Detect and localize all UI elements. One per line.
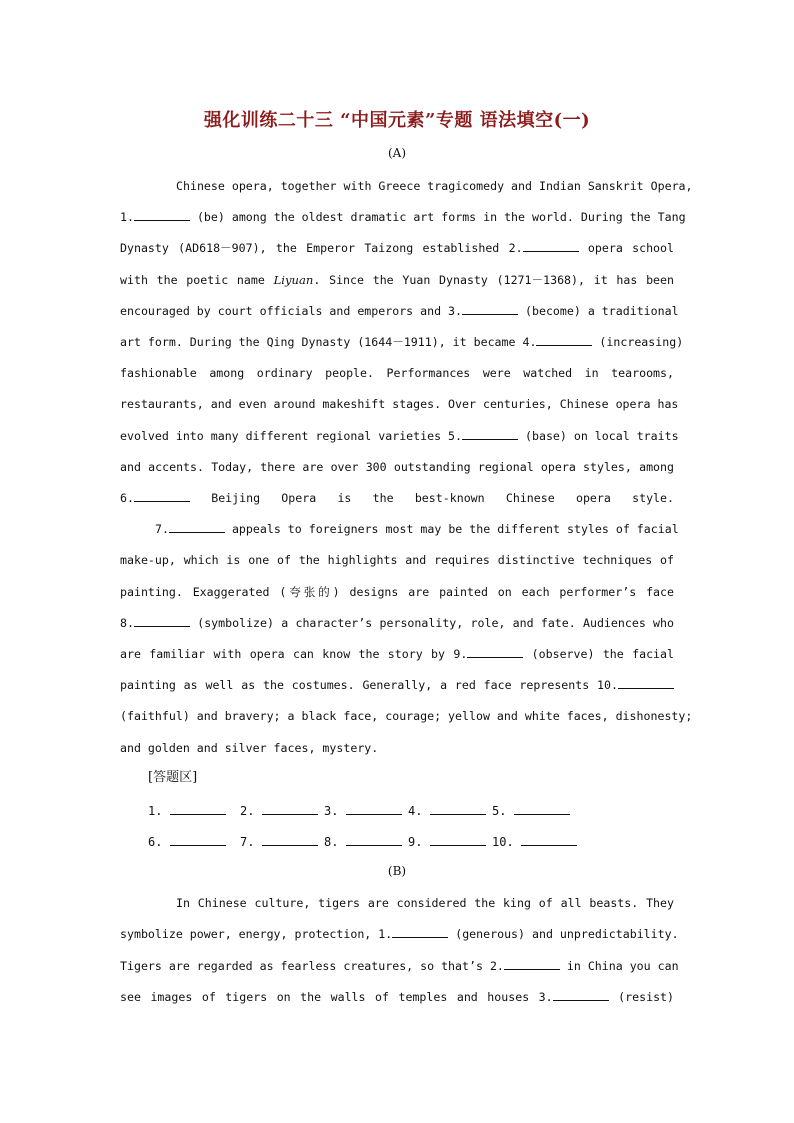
line-text: in China you can — [559, 958, 679, 973]
answer-blank[interactable] — [134, 614, 190, 627]
passage-line — [120, 550, 674, 570]
passage-line — [176, 893, 674, 913]
passage-line — [120, 332, 684, 352]
answer-slot[interactable] — [324, 833, 402, 849]
answer-blank[interactable] — [430, 802, 486, 815]
answer-slot[interactable] — [492, 802, 570, 818]
line-text: are familiar with opera can know the story by 9. — [120, 647, 468, 661]
passage-line — [120, 956, 679, 976]
answer-blank[interactable] — [467, 645, 523, 658]
line-text: (become) a traditional — [518, 303, 679, 318]
answer-blank[interactable] — [169, 520, 225, 533]
line-text: 1. — [120, 210, 134, 225]
answer-number: 5. — [492, 804, 514, 818]
answer-blank[interactable] — [462, 302, 518, 315]
answer-blank[interactable] — [170, 833, 226, 846]
passage-line — [120, 613, 674, 633]
line-text: with the poetic name — [120, 272, 274, 287]
answer-number: 1. — [148, 804, 170, 818]
line-text: 7. — [155, 522, 169, 537]
answer-blank[interactable] — [262, 802, 318, 815]
line-text: make-up, which is one of the highlights and requires distinctive techniques of — [120, 553, 674, 568]
line-text: (be) among the oldest dramatic art forms in the world. During the Tang — [189, 210, 686, 225]
answer-slot[interactable] — [240, 802, 318, 818]
line-text: . Since the Yuan Dynasty (1271－1368), it has been — [313, 272, 674, 287]
answer-slot[interactable] — [408, 802, 486, 818]
passage-line — [120, 238, 674, 258]
passage-line — [120, 675, 674, 695]
line-text: In Chinese culture, tigers are considered the king of all beasts. They — [176, 896, 674, 910]
line-text: fashionable among ordinary people. Performances were watched in tearooms, — [120, 366, 674, 381]
answer-blank[interactable] — [536, 333, 592, 346]
line-text: (symbolize) a character’s personality, role, and fate. Audiences who — [189, 615, 674, 630]
answer-slot[interactable] — [324, 802, 402, 818]
line-text: restaurants, and even around makeshift stages. Over centuries, Chinese opera has — [120, 397, 679, 412]
answer-blank[interactable] — [346, 833, 402, 846]
line-text: Dynasty (AD618－907), the Emperor Taizong established 2. — [120, 241, 523, 256]
answer-number: 7. — [240, 835, 262, 849]
passage-line — [120, 644, 674, 664]
passage-line — [176, 176, 693, 196]
passage-line — [120, 924, 679, 944]
line-text: (base) on local traits — [518, 428, 679, 443]
line-text: Tigers are regarded as fearless creatures, so that’s 2. — [120, 958, 504, 973]
answer-blank[interactable] — [618, 676, 674, 689]
answer-blank[interactable] — [134, 489, 190, 502]
answer-number: 8. — [324, 835, 346, 849]
passage-line — [120, 301, 679, 321]
passage-line — [120, 207, 686, 227]
line-text: symbolize power, energy, protection, 1. — [120, 927, 393, 942]
passage-line — [120, 270, 674, 290]
page-title: 强化训练二十三 “中国元素”专题 语法填空(一) — [203, 110, 591, 131]
line-text: appeals to foreigners most may be the different styles of facial — [224, 522, 679, 537]
answer-number: 9. — [408, 835, 430, 849]
line-text: (faithful) and bravery; a black face, courage; yellow and white faces, dishonesty; — [120, 709, 693, 724]
line-text: and golden and silver faces, mystery. — [120, 740, 379, 755]
answer-area-label: [答题区] — [148, 770, 198, 785]
answer-blank[interactable] — [170, 802, 226, 815]
line-text: (observe) the facial — [523, 647, 674, 661]
line-text: (generous) and unpredictability. — [448, 927, 679, 942]
answer-blank[interactable] — [134, 208, 190, 221]
answer-blank[interactable] — [514, 802, 570, 815]
line-text-italic: Liyuan — [273, 272, 314, 287]
answer-slot[interactable] — [408, 833, 486, 849]
line-text: Chinese opera, together with Greece tragicomedy and Indian Sanskrit Opera, — [176, 179, 693, 193]
line-text: art form. During the Qing Dynasty (1644－1911), it became 4. — [120, 335, 537, 349]
line-text: (resist) — [608, 989, 675, 1004]
passage-line — [120, 426, 679, 446]
line-text: Beijing Opera is the best-known Chinese opera style. — [189, 491, 674, 505]
answer-slot[interactable] — [148, 833, 226, 849]
passage-line — [155, 519, 679, 539]
line-text: painting. Exaggerated (夸张的) designs are painted on each performer’s face — [120, 584, 674, 599]
passage-line — [120, 488, 674, 508]
answer-blank[interactable] — [346, 802, 402, 815]
answer-slot[interactable] — [492, 833, 577, 849]
line-text: 6. — [120, 491, 134, 505]
answer-blank[interactable] — [521, 833, 577, 846]
line-text: see images of tigers on the walls of temples and houses 3. — [120, 989, 553, 1004]
answer-blank[interactable] — [504, 957, 560, 970]
answer-slot[interactable] — [240, 833, 318, 849]
answer-blank[interactable] — [430, 833, 486, 846]
line-text: opera school — [578, 241, 675, 256]
section-a-label: (A) — [387, 146, 407, 160]
line-text: encouraged by court officials and emperors and 3. — [120, 303, 463, 318]
line-text: 8. — [120, 615, 134, 630]
answer-number: 2. — [240, 804, 262, 818]
answer-number: 6. — [148, 835, 170, 849]
answer-blank[interactable] — [462, 427, 518, 440]
answer-number: 3. — [324, 804, 346, 818]
passage-line — [120, 363, 674, 383]
answer-blank[interactable] — [553, 988, 609, 1001]
line-text: and accents. Today, there are over 300 outstanding regional opera styles, among — [120, 459, 674, 474]
passage-line — [120, 706, 693, 726]
answer-number: 10. — [492, 835, 521, 849]
answer-blank[interactable] — [392, 925, 448, 938]
line-text: (increasing) — [592, 335, 684, 349]
answer-blank[interactable] — [523, 239, 579, 252]
passage-line — [120, 457, 674, 477]
passage-line — [120, 582, 674, 602]
answer-blank[interactable] — [262, 833, 318, 846]
passage-line — [120, 987, 674, 1007]
line-text: evolved into many different regional varieties 5. — [120, 428, 463, 443]
answer-slot[interactable] — [148, 802, 226, 818]
answer-number: 4. — [408, 804, 430, 818]
section-b-label: (B) — [387, 864, 407, 878]
line-text: painting as well as the costumes. Generally, a red face represents 10. — [120, 678, 618, 693]
passage-line — [120, 738, 674, 758]
passage-line — [120, 394, 679, 414]
